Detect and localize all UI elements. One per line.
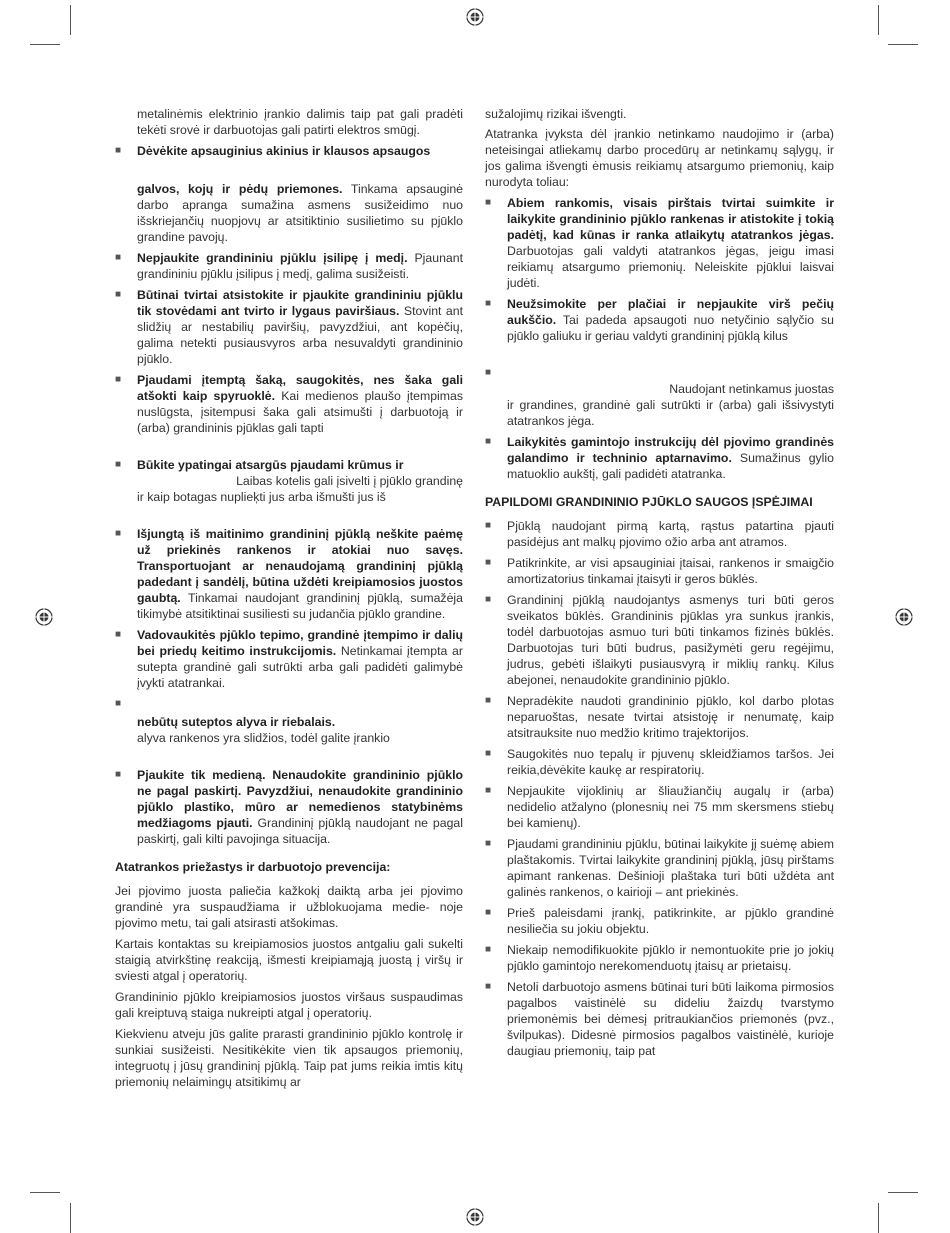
left-item-7-bold: nebūtų suteptos alyva ir riebalais. xyxy=(137,715,336,729)
left-item-5-text: Tinkamai naudojant grandininį pjūklą, sumažėja tikimybė atsitiktinai susiliesti su judančia pjūklo grandine. xyxy=(137,591,463,621)
registration-mark-bottom-icon xyxy=(466,1208,484,1226)
right-section-item xyxy=(485,746,834,778)
crop-mark-bl-v xyxy=(70,1203,71,1233)
registration-mark-right-icon xyxy=(895,608,913,626)
left-item-8 xyxy=(115,767,463,847)
crop-mark-tr-v xyxy=(878,5,879,35)
bullet-icon: ■ xyxy=(485,298,492,309)
bullet-icon: ■ xyxy=(485,436,492,447)
left-item-0 xyxy=(115,143,463,245)
left-item-3-bold: Pjaudami įtemptą šaką, saugokitės, nes šaka gali atšokti kaip spyruoklė. xyxy=(137,373,463,403)
left-item-0-bold: Dėvėkite apsauginius akinius ir klausos apsaugos xyxy=(137,144,431,158)
right-section-item xyxy=(485,979,834,1059)
right-item-0-bold: Abiem rankomis, visais pirštais tvirtai suimkite ir laikykite grandininio pjūklo rankenas ir atistokite į tokią padėtį, kad kūnas ir ranka atlaikytų atatrankos jėgas. xyxy=(507,196,834,242)
left-item-4-bold: Būkite ypatingai atsargūs pjaudami krūmus ir xyxy=(137,458,404,472)
left-item-3 xyxy=(115,372,463,436)
registration-mark-top-icon xyxy=(466,8,484,26)
left-item-4-text: ir kaip botagas nuplieķti jus arba išmušti jus iš xyxy=(137,490,386,504)
bullet-icon: ■ xyxy=(115,698,122,709)
right-intro-line: sužalojimų rizikai išvengti. xyxy=(485,107,627,121)
kickback-paragraph: Jei pjovimo juosta paliečia kažkokį daiktą arba jei pjovimo grandinė yra suspaudžiama ir užblokuojama medie- noje pjovimo metu, tai gali atsirasti atšokimas. xyxy=(115,884,463,930)
bullet-icon: ■ xyxy=(485,557,492,568)
bullet-icon: ■ xyxy=(115,252,122,263)
right-item-2-text: ir grandines, grandinė gali sutrūkti ir (arba) gali išsivystyti atatrankos jėga. xyxy=(507,398,834,428)
bullet-icon: ■ xyxy=(485,981,492,992)
left-intro-continuation xyxy=(115,106,463,138)
left-item-6-text: Netinkamai įtempta ar sutepta grandinė gali sutrūkti arba gali padidėti galimybė įvykti atatrankai. xyxy=(137,644,463,690)
bullet-icon: ■ xyxy=(485,907,492,918)
left-item-4 xyxy=(115,457,463,505)
left-item-1 xyxy=(115,250,463,282)
left-item-6 xyxy=(115,627,463,691)
right-item-2-text-right: Naudojant netinkamus juostas xyxy=(669,382,834,396)
right-section-item xyxy=(485,518,834,550)
right-item-1 xyxy=(485,296,834,344)
right-item-2 xyxy=(485,365,834,429)
crop-mark-tl-h xyxy=(30,44,60,45)
right-section-item-text: Pjūklą naudojant pirmą kartą, rąstus patartina pjauti pasidėjus ant malkų pjovimo ožio arba ant atramos. xyxy=(507,519,834,549)
crop-mark-bl-h xyxy=(30,1192,60,1193)
right-section-item-text: Prieš paleisdami įrankį, patikrinkite, ar pjūklo grandinė nesiliečia su jokiu objektu. xyxy=(507,906,834,936)
left-item-7-text: alyva rankenos yra slidžios, todėl galite įrankio xyxy=(137,731,390,745)
kickback-heading: Atatrankos priežastys ir darbuotojo prevencija: xyxy=(115,860,391,874)
right-item-3-bold: Laikykitės gamintojo instrukcijų dėl pjovimo grandinės galandimo ir techninio aptarnavimo. xyxy=(507,435,834,465)
bullet-icon: ■ xyxy=(485,838,492,849)
right-section-item xyxy=(485,905,834,937)
bullet-icon: ■ xyxy=(115,769,122,780)
crop-mark-br-h xyxy=(888,1192,918,1193)
right-section-item-text: Nepradėkite naudoti grandininio pjūklo, kol darbo plotas neparuoštas, nesate tvirtai atsistoję ir nenumatę, kaip atsitrauksite nuo medžio kritimo trajektorijos. xyxy=(507,694,834,740)
bullet-icon: ■ xyxy=(485,944,492,955)
right-intro-paragraph: Atatranka įvyksta dėl įrankio netinkamo naudojimo ir (arba) neteisingai atliekamų darbo procedūrų ar netinkamų sąlygų, ir jos galima išvengti ėmusis reikiamų atsargumo priemonių, kaip nurodyta toliau: xyxy=(485,127,834,189)
bullet-icon: ■ xyxy=(115,528,122,539)
kickback-paragraph: Kartais kontaktas su kreipiamosios juostos antgaliu gali sukelti staigią atvirkštinę reakciją, išmesti kreipiamąją juostą į viršų ir sviesti atgal į operatorių. xyxy=(115,937,463,983)
left-item-8-text: Grandininį pjūklą naudojant ne pagal paskirtį, gali kilti pavojinga situacija. xyxy=(137,816,463,846)
bullet-icon: ■ xyxy=(485,748,492,759)
left-item-0-bold2: galvos, kojų ir pėdų priemones. xyxy=(137,182,343,196)
right-section-item xyxy=(485,693,834,741)
bullet-icon: ■ xyxy=(485,367,492,378)
right-section-item-text: Nepjaukite vijoklinių ar šliaužiančių augalų ir (arba) nedidelio atžalyno (plonesnių nei 75 mm skersmens stiebų bei kamienų). xyxy=(507,784,834,830)
bullet-icon: ■ xyxy=(115,459,122,470)
right-section-item xyxy=(485,783,834,831)
right-section-item-text: Pjaudami grandininiu pjūklu, būtinai laikykite jį suėmę abiem plaštakomis. Tvirtai laikykite grandininį pjūklą, jūsų pirštams apimant rankenas. Dešinioji plaštaka turi būti uždėta ant galinės rankenos, o kairioji – ant priekinės. xyxy=(507,837,834,899)
left-column xyxy=(115,106,463,1095)
right-section-item-text: Niekaip nemodifikuokite pjūklo ir nemontuokite prie jo jokių pjūklo gamintojo nerekomenduotų įtaisų ar prietaisų. xyxy=(507,943,834,973)
right-item-0 xyxy=(485,195,834,291)
left-item-1-bold: Nepjaukite grandininiu pjūklu įsilipę į medį. xyxy=(137,251,408,265)
bullet-icon: ■ xyxy=(485,695,492,706)
left-intro-text: metalinėmis elektrinio įrankio dalimis taip pat gali pradėti tekėti srovė ir darbuotojas gali patirti elektros smūgį. xyxy=(137,107,463,137)
right-section-item-text: Patikrinkite, ar visi apsauginiai įtaisai, rankenos ir smaigčio amortizatorius tinkamai įtaisyti ir geros būklės. xyxy=(507,556,834,586)
bullet-icon: ■ xyxy=(485,197,492,208)
right-section-item-text: Grandininį pjūklą naudojantys asmenys turi būti geros sveikatos būklės. Grandininis pjūklas yra sunkus įrankis, todėl darbuotojas asmuo turi būti tinkamos fizinės būklės. Darbuotojas turi būti budrus, pasižymėti geru regėjimu, judrus, gebėti išlaikyti pusiausvyrą ir miklių rankų. Kilus abejonei, nenaudokite grandininio pjūklo. xyxy=(507,593,834,687)
bullet-icon: ■ xyxy=(485,520,492,531)
left-item-2-bold: Būtinai tvirtai atsistokite ir pjaukite grandininiu pjūklu tik stovėdami ant tvirto ir lygaus paviršiaus. xyxy=(137,288,463,318)
bullet-icon: ■ xyxy=(115,374,122,385)
bullet-icon: ■ xyxy=(115,289,122,300)
right-column xyxy=(485,106,834,1064)
crop-mark-br-v xyxy=(878,1203,879,1233)
crop-mark-tl-v xyxy=(70,5,71,35)
bullet-icon: ■ xyxy=(485,594,492,605)
right-section-item xyxy=(485,592,834,688)
left-item-1-text: Pjaunant grandininiu pjūklu įsilipus į medį, galima susižeisti. xyxy=(137,251,463,281)
right-item-1-bold: Neužsimokite per plačiai ir nepjaukite virš pečių aukščio. xyxy=(507,297,834,327)
additional-warnings-heading: PAPILDOMI GRANDININIO PJŪKLO SAUGOS ĮSPĖJIMAI xyxy=(485,495,813,509)
left-item-3-text: Kai medienos plaušo įtempimas nuslūgsta, įsitempusi šaka gali atsimušti į darbuotoją ir (arba) grandininis pjūklas gali tapti xyxy=(137,389,463,435)
left-item-5 xyxy=(115,526,463,622)
right-item-0-text: Darbuotojas gali valdyti atatrankos jėgas, jeigu imasi reikiamų atsargumo priemonių. Neleiskite pjūklui laisvai judėti. xyxy=(507,244,834,290)
left-item-2 xyxy=(115,287,463,367)
left-item-6-bold: Vadovaukitės pjūklo tepimo, grandinė įtempimo ir dalių bei priedų keitimo instrukcijomis. xyxy=(137,628,463,658)
registration-mark-left-icon xyxy=(35,608,53,626)
kickback-paragraph: Kiekvienu atveju jūs galite prarasti grandininio pjūklo kontrolę ir sunkiai susižeisti. Nesitikėkite vien tik apsaugos priemonių, integruotų į jūsų grandininį pjūklą. Taip pat jums reikia imtis kitų priemonių nelaimingų atsitikimų ar xyxy=(115,1027,463,1089)
bullet-icon: ■ xyxy=(115,145,122,156)
left-item-0-text: Tinkama apsauginė darbo apranga sumažina asmens susižeidimo nuo išskriejančių nuopjovų ar atsitiktinio susilietimo su pjūklo grandine pavojų. xyxy=(137,182,464,244)
right-item-1-text: Tai padeda apsaugoti nuo netyčinio sąlyčio su pjūklo galiuku ir geriau valdyti grandininį pjūklą kilus xyxy=(507,313,834,343)
right-section-item-text: Netoli darbuotojo asmens būtinai turi būti laikoma pirmosios pagalbos vaistinėlė su dideliu žaizdų tvarstymo priemonėmis bei dėmesį pritraukiančios priemonės (pvz., švilpukas). Didesnė pirmosios pagalbos vaistinėlė, kurioje daugiau priemonių, taip pat xyxy=(507,980,834,1058)
right-section-item xyxy=(485,555,834,587)
bullet-icon: ■ xyxy=(485,785,492,796)
right-section-item xyxy=(485,836,834,900)
right-section-item-text: Saugokitės nuo tepalų ir pjuvenų skleidžiamos taršos. Jei reikia,dėvėkite kaukę ar respiratorių. xyxy=(507,747,834,777)
left-item-5-bold: Išjungtą iš maitinimo grandininį pjūklą neškite paėmę už priekinės rankenos ir atokiai nuo savęs. Transportuojant ar nenaudojamą grandininį pjūklą padedant į sandėlį, būtina uždėti kreipiamosios juostos gaubtą. xyxy=(137,527,463,605)
kickback-paragraph: Grandininio pjūklo kreipiamosios juostos viršaus suspaudimas gali kreiptuvą staiga nukreipti atgal į operatorių. xyxy=(115,990,463,1020)
right-section-item xyxy=(485,942,834,974)
left-item-7 xyxy=(115,696,463,746)
right-item-3-text: Sumažinus gylio matuoklio aukštį, gali padidėti atatranka. xyxy=(507,451,834,481)
left-item-2-text: Stovint ant slidžių ar nestabilių paviršių, pavyzdžiui, ant kopėčių, galima netekti pusiausvyros arba nesuvaldyti grandininio pjūklo. xyxy=(137,304,463,366)
bullet-icon: ■ xyxy=(115,629,122,640)
left-item-4-text-right: Laibas kotelis gali įsivelti į pjūklo grandinę xyxy=(236,474,463,488)
right-item-3 xyxy=(485,434,834,482)
crop-mark-tr-h xyxy=(888,44,918,45)
left-item-8-bold: Pjaukite tik medieną. Nenaudokite grandininio pjūklo ne pagal paskirtį. Pavyzdžiui, nenaudokite grandininio pjūklo plastiko, mūro ar nemedienos statybinėms medžiagoms pjauti. xyxy=(137,768,463,830)
